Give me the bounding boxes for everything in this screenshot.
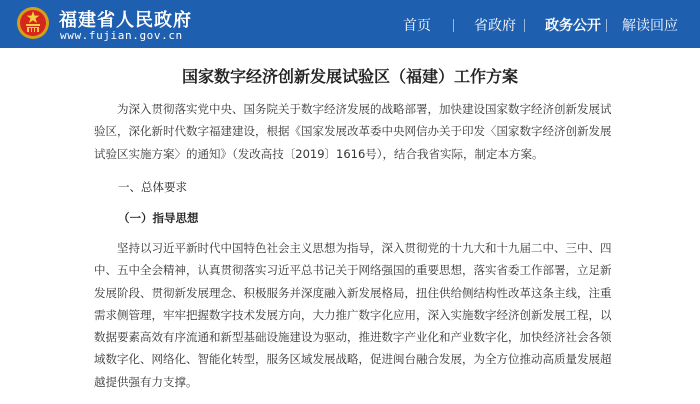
article-title: 国家数字经济创新发展试验区（福建）工作方案 <box>181 67 518 86</box>
article-body-paragraph: 坚持以习近平新时代中国特色社会主义思想为指导，深入贯彻党的十九大和十九届二中、三中、四中、五中全会精神，认真贯彻落实习近平总书记关于网络强国的重要思想，落实省委工作部署，立足新发展阶段、贯彻新发展理念、积极服务并深度融入新发展格局，扭住供给侧结构性改革这条主线，注重需求侧管理，牢牢把握数字技术发展方向，大力推广数字化应用，深入实施数字经济创新发展工程，以数据要素高效有序流通和新型基础设施建设为驱动，推进数字产业化和产业数字化，加快经济社会各领域数字化、网络化、智能化转型，服务区域发展战略，促进闽台融合发展，为全方位推动高质量发展超越提供强有力支撑。 <box>94 241 612 389</box>
nav-government[interactable]: 省政府 <box>474 18 516 34</box>
nav-public-affairs[interactable]: 政务公开 <box>545 18 601 34</box>
article-intro-paragraph: 为深入贯彻落实党中央、国务院关于数字经济发展的战略部署，加快建设国家数字经济创新发展试验区，深化新时代数字福建建设，根据《国家发展改革委中央网信办关于印发〈国家数字经济创新发展试验区实施方案〉的通知》（发改高技〔2019〕1616号），结合我省实际，制定本方案。 <box>94 102 612 161</box>
site-title[interactable]: 福建省人民政府 <box>59 10 192 31</box>
nav-divider <box>524 19 525 32</box>
section-heading: 一、总体要求 <box>118 180 187 194</box>
nav-divider <box>606 19 607 32</box>
nav-divider <box>453 19 454 32</box>
nav-home[interactable]: 首页 <box>403 18 431 34</box>
article-content <box>0 48 700 404</box>
site-header <box>0 0 700 48</box>
nav-interpretation[interactable]: 解读回应 <box>622 18 678 34</box>
subsection-heading: （一）指导思想 <box>118 211 199 225</box>
site-domain: www.fujian.gov.cn <box>60 29 183 42</box>
national-emblem-icon[interactable] <box>16 6 50 40</box>
